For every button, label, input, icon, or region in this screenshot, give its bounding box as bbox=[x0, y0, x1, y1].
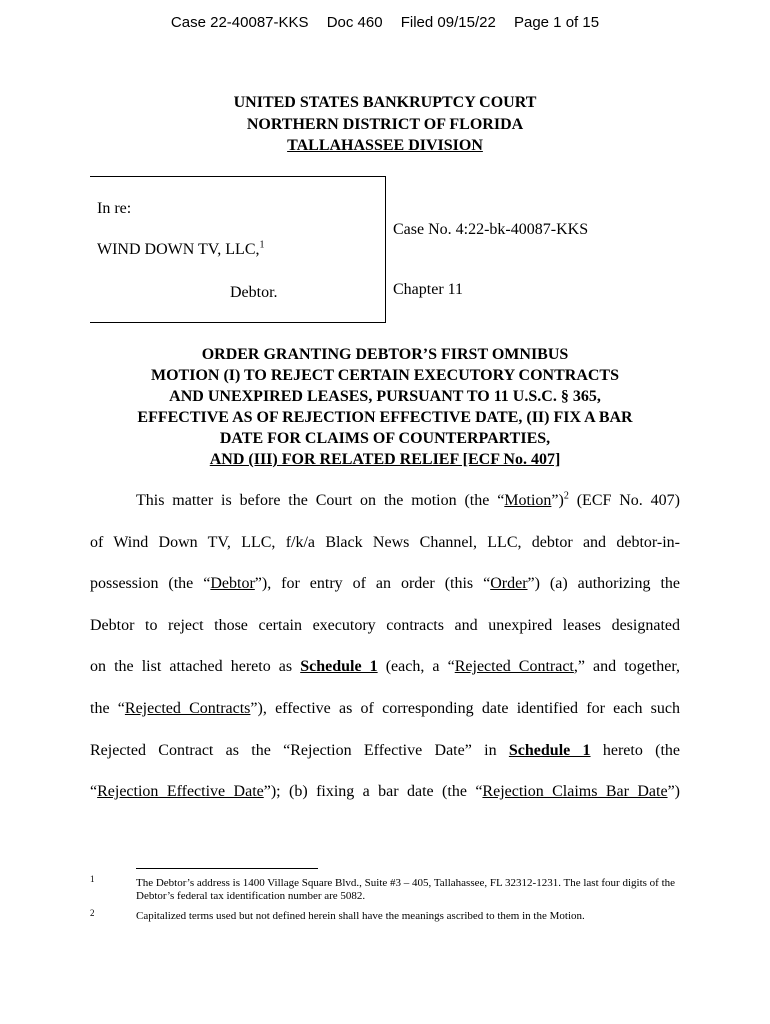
defined-term-rejected-contracts: Rejected Contracts bbox=[124, 700, 251, 717]
court-division-text: TALLAHASSEE DIVISION bbox=[287, 137, 483, 154]
body-text: the “ bbox=[90, 700, 125, 717]
footnote-text: Capitalized terms used but not defined herein shall have the meanings ascribed to them in the Motion. bbox=[136, 910, 585, 922]
body-text: hereto (the bbox=[590, 742, 681, 759]
schedule-reference: Schedule 1 bbox=[300, 658, 378, 675]
order-title-line bbox=[0, 451, 770, 469]
caption-debtor-name-text: WIND DOWN TV, LLC, bbox=[97, 241, 260, 258]
body-text: ”), for entry of an order (this “ bbox=[254, 575, 491, 592]
footnote-ref-2: 2 bbox=[563, 490, 569, 502]
body-text: ”) bbox=[551, 492, 564, 509]
body-line bbox=[90, 700, 680, 718]
body-text: ”), effective as of corresponding date identified for each such bbox=[250, 700, 681, 717]
body-text: Debtor to reject those certain executory contracts and unexpired leases designated bbox=[90, 617, 680, 634]
body-text: of Wind Down TV, LLC, f/k/a Black News Channel, LLC, debtor and debtor-in- bbox=[90, 534, 680, 551]
body-text: “ bbox=[90, 783, 98, 800]
body-text: (ECF No. 407) bbox=[568, 492, 680, 509]
body-text: This matter is before the Court on the motion (the “ bbox=[136, 492, 505, 509]
defined-term-rejection-effective-date: Rejection Effective Date bbox=[97, 783, 264, 800]
court-division bbox=[0, 137, 770, 155]
body-line bbox=[90, 742, 680, 760]
footnote-ref-1: 1 bbox=[259, 239, 265, 251]
body-line bbox=[90, 783, 680, 801]
footnote-text: The Debtor’s address is 1400 Village Square Blvd., Suite #3 – 405, Tallahassee, FL 32312-1231. The last four digits of the Debtor’s federal tax identification number are 5082. bbox=[136, 877, 676, 902]
body-text: ”); (b) fixing a bar date (the “ bbox=[263, 783, 483, 800]
defined-term-motion: Motion bbox=[504, 492, 552, 509]
caption-debtor-label: Debtor. bbox=[230, 284, 278, 301]
footnote-number: 1 bbox=[90, 874, 95, 884]
body-text: ,” and together, bbox=[573, 658, 681, 675]
body-text: Rejected Contract as the “Rejection Effective Date” in bbox=[90, 742, 509, 759]
header-filed-date: Filed 09/15/22 bbox=[400, 14, 496, 31]
body-line bbox=[90, 534, 680, 552]
order-title-line: ORDER GRANTING DEBTOR’S FIRST OMNIBUS bbox=[201, 346, 569, 363]
filing-header bbox=[0, 14, 770, 31]
order-title-line: DATE FOR CLAIMS OF COUNTERPARTIES, bbox=[219, 430, 551, 447]
order-title-line: AND UNEXPIRED LEASES, PURSUANT TO 11 U.S.C. § 365, bbox=[169, 388, 601, 405]
header-doc-number: Doc 460 bbox=[326, 14, 383, 31]
defined-term-order: Order bbox=[490, 575, 528, 592]
body-text: (each, a “ bbox=[377, 658, 455, 675]
body-text: possession (the “ bbox=[90, 575, 211, 592]
order-title-line: MOTION (I) TO REJECT CERTAIN EXECUTORY CONTRACTS bbox=[151, 367, 619, 384]
header-page-number: Page 1 of 15 bbox=[513, 14, 600, 31]
body-line bbox=[90, 575, 680, 593]
defined-term-rejection-claims-bar-date: Rejection Claims Bar Date bbox=[482, 783, 668, 800]
court-name: UNITED STATES BANKRUPTCY COURT bbox=[233, 94, 537, 111]
body-line bbox=[136, 492, 680, 510]
body-text: on the list attached hereto as bbox=[90, 658, 301, 675]
caption-in-re: In re: bbox=[97, 200, 132, 217]
caption-chapter: Chapter 11 bbox=[393, 281, 464, 298]
caption-debtor-name bbox=[97, 241, 265, 259]
body-text: ”) (a) authorizing the bbox=[527, 575, 680, 592]
body-line bbox=[90, 658, 680, 676]
body-text: ”) bbox=[667, 783, 680, 800]
court-district: NORTHERN DISTRICT OF FLORIDA bbox=[246, 116, 524, 133]
order-title-line-text: AND (III) FOR RELATED RELIEF [ECF No. 407] bbox=[209, 451, 561, 468]
footnote-divider bbox=[136, 868, 318, 869]
body-line bbox=[90, 617, 680, 635]
schedule-reference: Schedule 1 bbox=[508, 742, 591, 759]
defined-term-rejected-contract: Rejected Contract bbox=[454, 658, 574, 675]
header-case-number: Case 22-40087-KKS bbox=[170, 14, 309, 31]
defined-term-debtor: Debtor bbox=[210, 575, 255, 592]
footnote-number: 2 bbox=[90, 908, 95, 918]
caption-case-number: Case No. 4:22-bk-40087-KKS bbox=[393, 221, 589, 238]
order-title-line: EFFECTIVE AS OF REJECTION EFFECTIVE DATE, (II) FIX A BAR bbox=[137, 409, 633, 426]
